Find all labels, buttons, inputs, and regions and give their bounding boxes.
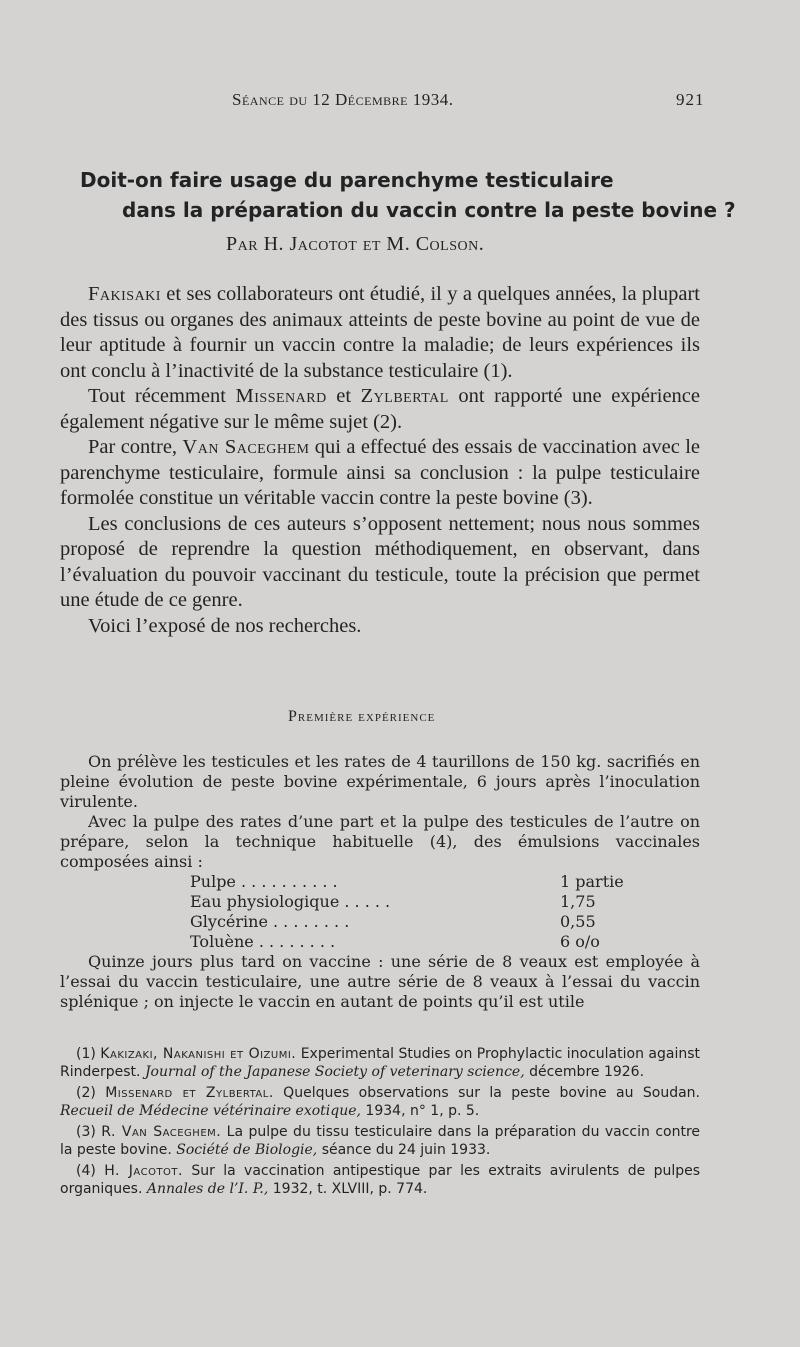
footnote-tail: séance du 24 juin 1933. xyxy=(317,1142,491,1158)
section-heading: Première expérience xyxy=(288,708,436,725)
paragraph: Avec la pulpe des rates d’une part et la pulpe des testicules de l’autre on prépare, selon la technique habituelle (4), des émulsions vaccinales composées ainsi : xyxy=(60,812,700,871)
footnote-journal: Société de Biologie, xyxy=(176,1142,318,1158)
paragraph-text: et ses collaborateurs ont étudié, il y a quelques années, la plupart des tissus ou organes des animaux atteints de peste bovine au point de vue de leur aptitude à fournir un vaccin contre la maladie; de leurs expériences ils ont conclu à l’inactivité de la substance testiculaire (1). xyxy=(60,283,700,382)
byline: Par H. Jacotot et M. Colson. xyxy=(226,233,485,255)
author-name: Fakisaki xyxy=(88,283,161,305)
recipe-row xyxy=(190,872,630,892)
ingredient: Eau physiologique . . . . . xyxy=(190,892,391,911)
recipe-row xyxy=(190,912,630,932)
footnote-text: Quelques observations sur la peste bovine au Soudan. xyxy=(273,1085,700,1101)
footnote-number: (3) xyxy=(76,1124,102,1140)
title-line-1: Doit-on faire usage du parenchyme testiculaire xyxy=(80,168,614,192)
footnotes xyxy=(60,1045,700,1201)
paragraph: On prélève les testicules et les rates de 4 taurillons de 150 kg. sacrifiés en pleine évolution de peste bovine expérimentale, 6 jours après l’inoculation virulente. xyxy=(60,752,700,811)
footnote xyxy=(60,1084,700,1120)
footnote-number: (2) xyxy=(76,1085,106,1101)
paragraph-text: et xyxy=(326,385,361,407)
ingredient: Pulpe . . . . . . . . . . xyxy=(190,872,338,891)
footnote-tail: 1934, n° 1, p. 5. xyxy=(360,1103,480,1119)
paragraph xyxy=(60,384,700,435)
running-head xyxy=(0,90,800,114)
footnote xyxy=(60,1162,700,1198)
quantity: 0,55 xyxy=(560,912,596,931)
footnote-authors: R. Van Saceghem. xyxy=(101,1124,222,1140)
footnote-journal: Recueil de Médecine vétérinaire exotique, xyxy=(60,1103,361,1119)
article-title xyxy=(60,165,740,225)
recipe-table xyxy=(190,872,630,952)
footnote-authors: H. Jacotot. xyxy=(104,1163,183,1179)
footnote-authors: Kakizaki, Nakanishi et Oizumi. xyxy=(100,1046,297,1062)
title-line-2: dans la préparation du vaccin contre la peste bovine ? xyxy=(122,198,736,222)
paragraph xyxy=(60,435,700,512)
ingredient: Glycérine . . . . . . . . xyxy=(190,912,350,931)
paragraph: Quinze jours plus tard on vaccine : une série de 8 veaux est employée à l’essai du vaccin testiculaire, une autre série de 8 veaux à l’essai du vaccin splénique ; on injecte le vaccin en autant de points qu’il est utile xyxy=(60,952,700,1011)
paragraph xyxy=(60,282,700,384)
author-name: Missenard xyxy=(235,385,327,407)
page-number: 921 xyxy=(676,90,705,109)
author-name: Zylbertal xyxy=(360,385,449,407)
footnote-text: Experimental Studies on Prophylactic inoculation against Rinderpest. xyxy=(60,1046,701,1080)
footnote-authors: Missenard et Zylbertal. xyxy=(105,1085,274,1101)
paragraph-text: qui a effectué des essais de vaccination avec le parenchyme testiculaire, formule ainsi sa conclusion : la pulpe testiculaire formolée constitue un véritable vaccin contre la peste bovine (3). xyxy=(60,436,700,509)
section-body xyxy=(60,752,700,1012)
paragraph-text: ont rapporté une expérience également négative sur le même sujet (2). xyxy=(60,385,700,433)
footnote xyxy=(60,1123,700,1159)
footnote-tail: 1932, t. XLVIII, p. 774. xyxy=(268,1181,428,1197)
footnote xyxy=(60,1045,700,1081)
quantity: 6 o/o xyxy=(560,932,600,951)
paragraph-text: Tout récemment xyxy=(88,385,236,407)
footnote-text: La pulpe du tissu testiculaire dans la préparation du vaccin contre la peste bovine. xyxy=(60,1124,701,1158)
footnote-tail: décembre 1926. xyxy=(524,1064,645,1080)
quantity: 1,75 xyxy=(560,892,596,911)
footnote-journal: Journal of the Japanese Society of veterinary science, xyxy=(144,1064,525,1080)
paragraph: Les conclusions de ces auteurs s’opposent nettement; nous nous sommes proposé de reprendre la question méthodiquement, en observant, dans l’évaluation du pouvoir vaccinant du testicule, toute la précision que permet une étude de ce genre. xyxy=(60,512,700,611)
paragraph: Voici l’exposé de nos recherches. xyxy=(88,614,362,637)
intro-text xyxy=(60,282,700,639)
quantity: 1 partie xyxy=(560,872,624,891)
ingredient: Toluène . . . . . . . . xyxy=(190,932,336,951)
author-name: Van Saceghem xyxy=(182,436,310,458)
footnote-number: (1) xyxy=(76,1046,101,1062)
paragraph-text: Par contre, xyxy=(88,436,183,458)
footnote-text: Sur la vaccination antipestique par les extraits avirulents de pulpes organiques. xyxy=(60,1163,701,1197)
footnote-journal: Annales de l’I. P., xyxy=(146,1181,269,1197)
footnote-number: (4) xyxy=(76,1163,105,1179)
recipe-row xyxy=(190,892,630,912)
running-title: Séance du 12 Décembre 1934. xyxy=(232,90,454,109)
recipe-row xyxy=(190,932,630,952)
